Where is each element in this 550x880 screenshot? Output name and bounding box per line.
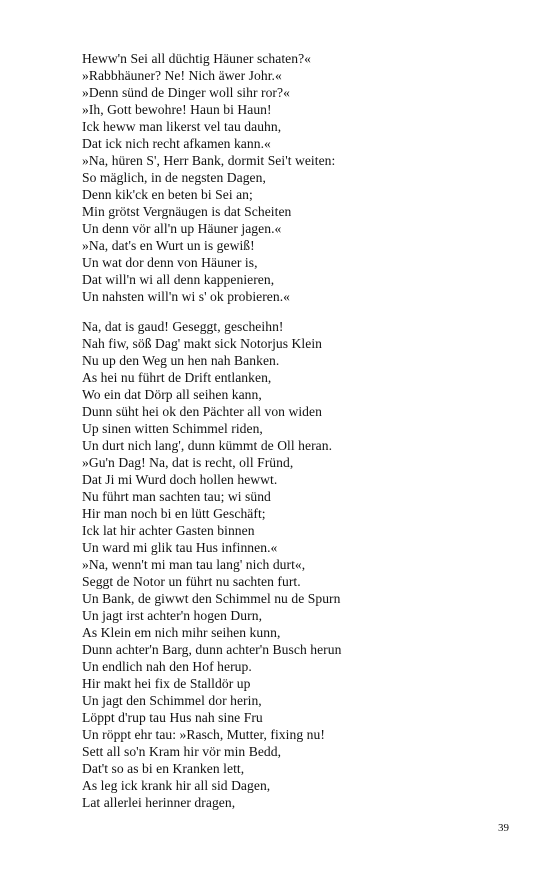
verse-line: As hei nu führt de Drift entlanken, (82, 370, 272, 385)
stanza (82, 50, 335, 305)
verse-line: »Gu'n Dag! Na, dat is recht, oll Fründ, (82, 455, 294, 470)
verse-line: Dat ick nich recht afkamen kann.« (82, 136, 271, 151)
verse-line: Un ward mi glik tau Hus infinnen.« (82, 540, 278, 555)
verse-line: As Klein em nich mihr seihen kunn, (82, 625, 281, 640)
verse-line: »Ih, Gott bewohre! Haun bi Haun! (82, 102, 272, 117)
verse-line: »Rabbhäuner? Ne! Nich äwer Johr.« (82, 68, 282, 83)
verse-line: Un jagt irst achter'n hogen Durn, (82, 608, 263, 623)
verse-line: Dunn achter'n Barg, dunn achter'n Busch herun (82, 642, 342, 657)
verse-line: Min grötst Vergnäugen is dat Scheiten (82, 204, 292, 219)
verse-line: Sett all so'n Kram hir vör min Bedd, (82, 744, 282, 759)
verse-line: Löppt d'rup tau Hus nah sine Fru (82, 710, 263, 725)
verse-line: Heww'n Sei all düchtig Häuner schaten?« (82, 51, 312, 66)
verse-line: So mäglich, in de negsten Dagen, (82, 170, 266, 185)
verse-line: Un durt nich lang', dunn kümmt de Oll heran. (82, 438, 333, 453)
verse-line: Denn kik'ck en beten bi Sei an; (82, 187, 253, 202)
stanza (82, 318, 341, 811)
verse-line: Hir makt hei fix de Stalldör up (82, 676, 251, 691)
verse-line: Dat't so as bi en Kranken lett, (82, 761, 245, 776)
verse-line: Nu up den Weg un hen nah Banken. (82, 353, 280, 368)
verse-line: Ick lat hir achter Gasten binnen (82, 523, 255, 538)
verse-line: Un endlich nah den Hof herup. (82, 659, 252, 674)
verse-line: Dat will'n wi all denn kappenieren, (82, 272, 275, 287)
verse-line: Nu führt man sachten tau; wi sünd (82, 489, 271, 504)
verse-line: Ick heww man likerst vel tau dauhn, (82, 119, 282, 134)
verse-line: Un wat dor denn von Häuner is, (82, 255, 258, 270)
verse-line: Na, dat is gaud! Geseggt, gescheihn! (82, 319, 284, 334)
verse-line: Hir man noch bi en lütt Geschäft; (82, 506, 266, 521)
verse-line: As leg ick krank hir all sid Dagen, (82, 778, 271, 793)
verse-line: »Na, wenn't mi man tau lang' nich durt«, (82, 557, 306, 572)
verse-line: Dat Ji mi Wurd doch hollen hewwt. (82, 472, 278, 487)
verse-line: Dunn süht hei ok den Pächter all von widen (82, 404, 322, 419)
verse-line: Un nahsten will'n wi s' ok probieren.« (82, 289, 291, 304)
verse-line: Un denn vör all'n up Häuner jagen.« (82, 221, 282, 236)
verse-line: Un röppt ehr tau: »Rasch, Mutter, fixing nu! (82, 727, 325, 742)
verse-line: Un Bank, de giwwt den Schimmel nu de Spurn (82, 591, 341, 606)
verse-line: Nah fiw, söß Dag' makt sick Notorjus Klein (82, 336, 323, 351)
verse-line: Un jagt den Schimmel dor herin, (82, 693, 262, 708)
page-number: 39 (498, 822, 509, 834)
verse-line: »Na, hüren S', Herr Bank, dormit Sei't weiten: (82, 153, 336, 168)
verse-line: Seggt de Notor un führt nu sachten furt. (82, 574, 301, 589)
verse-line: »Na, dat's en Wurt un is gewiß! (82, 238, 255, 253)
verse-line: Up sinen witten Schimmel riden, (82, 421, 263, 436)
verse-line: Wo ein dat Dörp all seihen kann, (82, 387, 262, 402)
verse-line: Lat allerlei herinner dragen, (82, 795, 236, 810)
verse-line: »Denn sünd de Dinger woll sihr ror?« (82, 85, 290, 100)
